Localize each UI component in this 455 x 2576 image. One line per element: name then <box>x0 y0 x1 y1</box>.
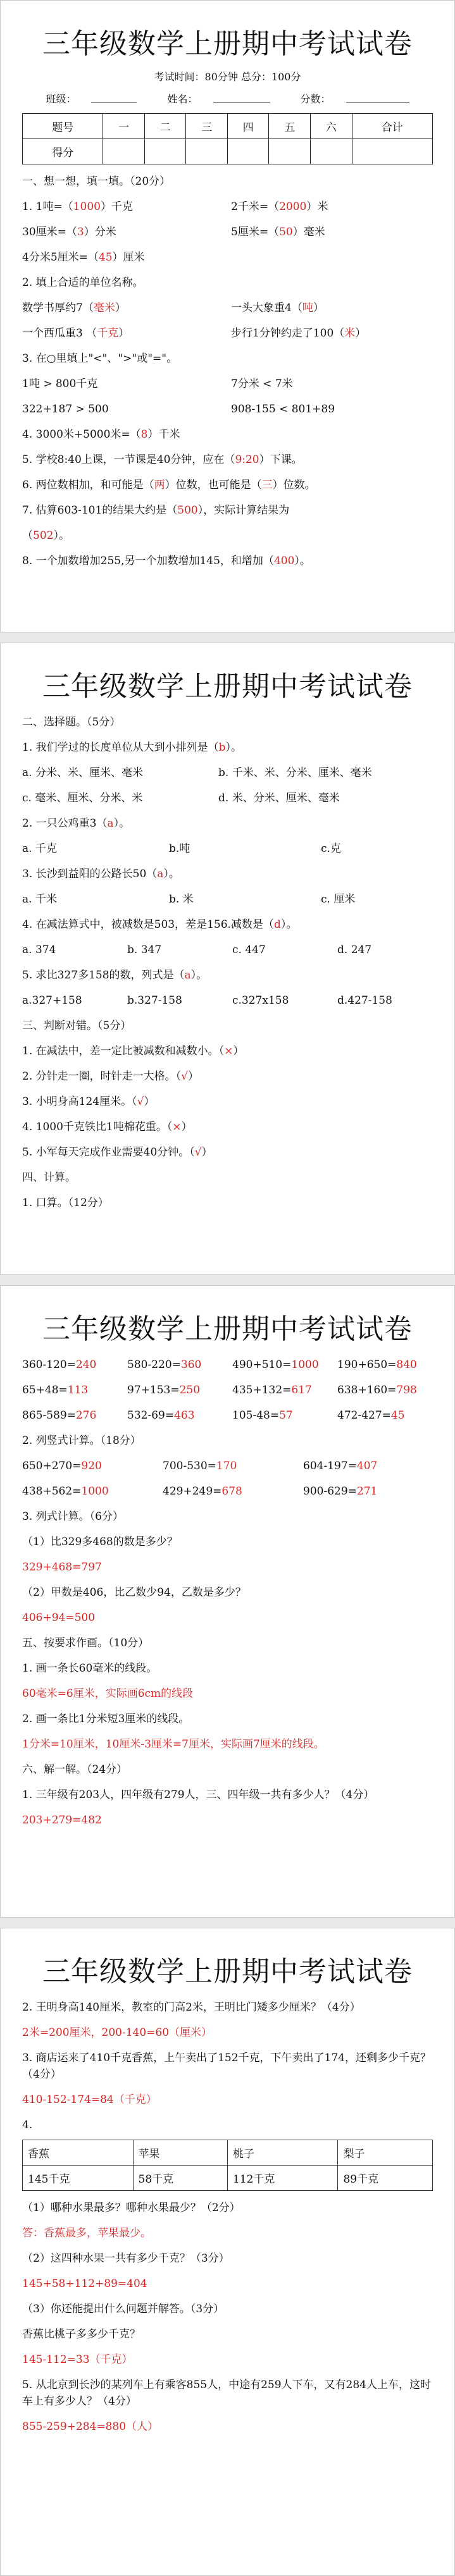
question-text: 3. 列式计算。（6分） <box>22 1510 123 1523</box>
calc-expr: 650+270= <box>22 1460 82 1472</box>
score-cell <box>103 139 145 164</box>
question-text: ）。 <box>190 969 208 982</box>
options-row <box>22 942 433 958</box>
calc-expr: 865-589= <box>22 1409 76 1422</box>
question-text: 1. 画一条长60毫米的线段。 <box>22 1662 158 1675</box>
question-text: ），实际计算结果为 <box>197 504 290 517</box>
calc-item <box>22 1382 127 1398</box>
section-heading: 三、判断对错。（5分） <box>22 1020 132 1032</box>
score-field <box>293 91 417 106</box>
option: b. 千米、米、分米、厘米、毫米 <box>218 767 372 779</box>
calc-expr: 360-120= <box>22 1359 76 1371</box>
question-text: 5. 小军每天完成作业需要40分钟。（ <box>22 1146 195 1159</box>
page-title: 三年级数学上册期中考试试卷 <box>42 1956 413 1988</box>
question-text: ）千克 <box>100 200 133 213</box>
question-text: 3. 商店运来了410千克香蕉，上午卖出了152千克，下午卖出了174，还剩多少千克？（4分） <box>22 2052 431 2081</box>
answer: d <box>273 918 281 931</box>
question-text: ）千米 <box>147 428 180 441</box>
calc-expr: 532-69= <box>127 1409 175 1422</box>
answer: 276 <box>75 1409 97 1422</box>
question-text: ） <box>144 1095 155 1108</box>
answer: a <box>107 817 114 830</box>
answer: 2000 <box>279 200 307 213</box>
answer: 329+468=797 <box>22 1561 102 1574</box>
table-row <box>23 2166 433 2191</box>
table-cell: 桃子 <box>227 2140 338 2166</box>
section-heading: 六、解一解。（24分） <box>22 1763 128 1776</box>
calc-item <box>232 1407 337 1424</box>
answer: 250 <box>179 1384 201 1396</box>
answer: √ <box>194 1146 202 1159</box>
question-text: 3. 长沙到益阳的公路长50（ <box>22 868 158 880</box>
option: a. 千克 <box>22 842 57 855</box>
answer: 45 <box>390 1409 405 1422</box>
question-row <box>22 401 433 417</box>
question-text: 5. 求比327多158的数，列式是（ <box>22 969 185 982</box>
page-title: 三年级数学上册期中考试试卷 <box>42 1313 413 1345</box>
question-text: （3）你还能提出什么问题并解答。（3分） <box>22 2303 225 2315</box>
class-field <box>38 91 144 106</box>
question-item <box>22 502 433 519</box>
score-cell: 得分 <box>23 139 103 164</box>
option: d.427-158 <box>337 994 392 1007</box>
question-row <box>22 300 433 316</box>
calc-expr: 472-427= <box>337 1409 391 1422</box>
table-cell: 89千克 <box>338 2166 433 2191</box>
question-text: 30厘米=（ <box>22 226 77 238</box>
option: c. 毫米、厘米、分米、米 <box>22 792 143 804</box>
question-item <box>231 224 325 240</box>
answer: b <box>218 741 226 754</box>
score-table-score-row <box>23 139 433 164</box>
calc-expr: 105-48= <box>232 1409 280 1422</box>
question-text: 2. 画一条比1分米短3厘米的线段。 <box>22 1713 190 1725</box>
answer: 50 <box>279 226 293 238</box>
answer: 1000 <box>73 200 101 213</box>
question-text: ） <box>187 1070 199 1083</box>
calc-item <box>127 1407 232 1424</box>
question-item <box>22 553 433 569</box>
question-item <box>22 224 231 240</box>
question-text: 4分米5厘米=（ <box>22 251 99 264</box>
answer: 吨 <box>302 302 313 314</box>
option: a. 374 <box>22 944 56 956</box>
question-item <box>22 739 433 756</box>
question-text: ）位数。 <box>272 479 316 491</box>
answer: 271 <box>356 1485 378 1498</box>
score-cell <box>310 139 352 164</box>
question-text: ） <box>355 327 366 340</box>
question-text: 1. 口算。（12分） <box>22 1197 109 1209</box>
score-cell <box>144 139 186 164</box>
calc-expr: 604-197= <box>303 1460 357 1472</box>
question-text: 2. 王明身高140厘米，教室的门高2米，王明比门矮多少厘米？（4分） <box>22 2001 361 2014</box>
question-item <box>22 426 433 443</box>
calc-expr: 900-629= <box>303 1485 357 1498</box>
calc-item <box>163 1458 303 1474</box>
question-text: 1. 在减法中，差一定比被减数和减数小。（ <box>22 1045 225 1057</box>
question-text: ）毫米 <box>292 226 325 238</box>
comparison: 322+187 > 500 <box>22 403 109 416</box>
question-text: ）。 <box>294 555 311 567</box>
table-row <box>23 2140 433 2166</box>
score-cell: 四 <box>227 114 269 139</box>
judge-item <box>22 1068 433 1085</box>
question-item <box>231 325 366 342</box>
question-text: ） <box>181 1121 192 1133</box>
question-text: 2. 列竖式计算。（18分） <box>22 1434 141 1447</box>
answer: 840 <box>396 1359 417 1371</box>
options-row <box>22 992 433 1009</box>
question-text: 步行1分钟约走了100（ <box>231 327 345 340</box>
score-table-header-row <box>23 114 433 139</box>
answer: 145+58+112+89=404 <box>22 2277 147 2290</box>
options-row <box>22 841 433 857</box>
options-row <box>22 891 433 908</box>
question-item <box>22 916 433 933</box>
calc-item <box>22 1483 163 1500</box>
question-text: ）。 <box>280 918 297 931</box>
calc-expr: 65+48= <box>22 1384 68 1396</box>
option: b. 米 <box>169 893 194 906</box>
calc-expr: 580-220= <box>127 1359 181 1371</box>
question-text: （1）比329多468的数是多少？ <box>22 1536 178 1548</box>
score-cell: 题号 <box>23 114 103 139</box>
answer: 2米=200厘米，200-140=60（厘米） <box>22 2026 213 2039</box>
calc-item <box>127 1382 232 1398</box>
question-text: ）米 <box>306 200 328 213</box>
judge-item <box>22 1119 433 1135</box>
calc-item <box>22 1357 127 1373</box>
answer: 855-259+284=880（人） <box>22 2420 159 2433</box>
answer: 798 <box>396 1384 417 1396</box>
answer: × <box>224 1045 234 1057</box>
score-cell <box>352 139 433 164</box>
question-item <box>22 967 433 983</box>
calc-item <box>22 1458 163 1474</box>
options-row <box>22 765 433 781</box>
answer: 463 <box>174 1409 195 1422</box>
question-text: ） <box>313 302 324 314</box>
question-text: 1. 我们学过的长度单位从大到小排列是（ <box>22 741 219 754</box>
calc-item <box>232 1357 337 1373</box>
score-label: 分数： <box>300 93 331 105</box>
answer: 三 <box>261 479 273 491</box>
exam-info: 考试时间：80分钟 总分：100分 <box>154 71 301 83</box>
question-text: 6. 两位数相加，和可能是（ <box>22 479 154 491</box>
question-text: 5. 从北京到长沙的某列车上有乘客855人，中途有259人下车，又有284人上车，这时车上有多少人？（4分） <box>22 2379 431 2408</box>
question-text: ）位数，也可能是（ <box>165 479 262 491</box>
score-cell <box>269 139 311 164</box>
answer: 9:20 <box>235 453 259 466</box>
question-item <box>22 199 231 215</box>
question-row <box>22 224 433 240</box>
page-title: 三年级数学上册期中考试试卷 <box>42 670 413 703</box>
calc-expr: 438+562= <box>22 1485 82 1498</box>
answer: 240 <box>75 1359 97 1371</box>
answer: 170 <box>216 1460 237 1472</box>
question-text: 4. <box>22 2119 33 2131</box>
question-text: 8. 一个加数增加255,另一个加数增加145，和增加（ <box>22 555 274 567</box>
answer: 502 <box>33 529 54 542</box>
option: b.327-158 <box>127 994 182 1007</box>
exam-page-3 <box>0 1285 455 1918</box>
class-label: 班级： <box>46 93 77 105</box>
question-item <box>22 815 433 832</box>
score-cell: 六 <box>310 114 352 139</box>
option: a. 分米、米、厘米、毫米 <box>22 767 143 779</box>
answer: 两 <box>154 479 165 491</box>
option: c. 厘米 <box>321 893 356 906</box>
question-text: 4. 1000千克铁比1吨棉花重。（ <box>22 1121 173 1133</box>
question-item <box>22 452 433 468</box>
score-cell: 合计 <box>352 114 433 139</box>
answer: 500 <box>177 504 198 517</box>
comparison: 7分米 < 7米 <box>231 378 293 390</box>
question-text: （ <box>22 529 33 542</box>
fruit-table <box>22 2140 433 2191</box>
question-text: 2. 填上合适的单位名称。 <box>22 276 144 289</box>
calc-expr: 435+132= <box>232 1384 292 1396</box>
section-heading: 一、想一想，填一填。（20分） <box>22 175 171 188</box>
class-blank <box>91 94 137 102</box>
question-text: 1. 三年级有203人，四年级有279人，三、四年级一共有多少人？（4分） <box>22 1789 375 1801</box>
question-text: ）。 <box>53 529 70 542</box>
question-text: 7. 估算603-101的结果大约是（ <box>22 504 178 517</box>
answer: 113 <box>67 1384 89 1396</box>
score-blank <box>346 94 409 102</box>
section-heading: 四、计算。 <box>22 1171 76 1184</box>
question-text: 2. 一只公鸡重3（ <box>22 817 108 830</box>
judge-item <box>22 1094 433 1110</box>
question-text: （2）这四种水果一共有多少千克？（3分） <box>22 2252 230 2265</box>
exam-page-1 <box>0 0 455 632</box>
question-item <box>22 325 231 342</box>
calc-expr: 429+249= <box>163 1485 222 1498</box>
question-text: ） <box>201 1146 213 1159</box>
score-cell <box>186 139 228 164</box>
table-cell: 苹果 <box>133 2140 227 2166</box>
question-text: 2千米=（ <box>231 200 280 213</box>
table-cell: 香蕉 <box>23 2140 134 2166</box>
question-row <box>22 325 433 342</box>
answer: 678 <box>221 1485 242 1498</box>
name-field <box>159 91 277 106</box>
answer: 920 <box>81 1460 102 1472</box>
question-text: ）下课。 <box>259 453 302 466</box>
answer: 1000 <box>81 1485 109 1498</box>
question-row <box>22 376 433 392</box>
question-text: 1. 1吨=（ <box>22 200 73 213</box>
question-text: 一头大象重4（ <box>231 302 302 314</box>
page-title: 三年级数学上册期中考试试卷 <box>42 28 413 60</box>
question-item <box>22 249 433 266</box>
option: b.吨 <box>169 842 190 855</box>
table-cell: 112千克 <box>227 2166 338 2191</box>
name-blank <box>213 94 270 102</box>
question-row <box>22 199 433 215</box>
exam-page-4 <box>0 1928 455 2576</box>
option: d. 米、分米、厘米、毫米 <box>218 792 340 804</box>
answer: 407 <box>356 1460 378 1472</box>
option: c.327x158 <box>232 994 289 1007</box>
calc-item <box>337 1357 417 1373</box>
table-cell: 58千克 <box>133 2166 227 2191</box>
table-cell: 145千克 <box>23 2166 134 2191</box>
question-text: ） <box>118 327 130 340</box>
question-text: ） <box>233 1045 244 1057</box>
answer: 45 <box>98 251 113 264</box>
option: c.克 <box>321 842 341 855</box>
answer: 57 <box>279 1409 293 1422</box>
question-text: 数学书厚约7（ <box>22 302 94 314</box>
question-item <box>22 527 433 544</box>
calc-item <box>127 1357 232 1373</box>
calc-expr: 97+153= <box>127 1384 180 1396</box>
question-text: （1）哪种水果最多？哪种水果最少？（2分） <box>22 2202 240 2214</box>
answer: 1000 <box>291 1359 319 1371</box>
score-cell: 五 <box>269 114 311 139</box>
student-fields <box>22 91 433 106</box>
option: d. 247 <box>337 944 372 956</box>
answer: a <box>184 969 191 982</box>
section-heading: 二、选择题。（5分） <box>22 716 121 729</box>
question-text: ） <box>115 302 126 314</box>
answer: 145-112=33（千克） <box>22 2353 133 2366</box>
answer: 203+279=482 <box>22 1814 102 1827</box>
answer: 8 <box>140 428 148 441</box>
comparison: 1吨 > 800千克 <box>22 378 98 390</box>
vertical-calc-row <box>22 1483 433 1500</box>
calc-item <box>163 1483 303 1500</box>
judge-item <box>22 1144 433 1161</box>
answer: × <box>172 1121 182 1133</box>
score-cell: 三 <box>186 114 228 139</box>
question-text: 3. 小明身高124厘米。（ <box>22 1095 137 1108</box>
calc-expr: 490+510= <box>232 1359 292 1371</box>
calc-item <box>303 1458 377 1474</box>
question-item <box>231 300 324 316</box>
option: b. 347 <box>127 944 162 956</box>
question-text: ）。 <box>225 741 242 754</box>
score-cell <box>227 139 269 164</box>
oral-calc-row <box>22 1357 433 1373</box>
question-text: 2. 分针走一圈，时针走一大格。（ <box>22 1070 182 1083</box>
question-text: 5厘米=（ <box>231 226 280 238</box>
answer: √ <box>137 1095 144 1108</box>
question-text: 5. 学校8:40上课，一节课是40分钟，应在（ <box>22 453 235 466</box>
question-text: ）。 <box>163 868 180 880</box>
oral-calc-row <box>22 1407 433 1424</box>
answer: 617 <box>291 1384 312 1396</box>
answer: a <box>157 868 164 880</box>
answer: 400 <box>273 555 295 567</box>
calc-item <box>232 1382 337 1398</box>
answer: 406+94=500 <box>22 1612 96 1624</box>
calc-expr: 190+650= <box>337 1359 397 1371</box>
question-item <box>22 300 231 316</box>
calc-item <box>337 1382 417 1398</box>
name-label: 姓名： <box>167 93 198 105</box>
answer: 360 <box>180 1359 202 1371</box>
question-text: 4. 在减法算式中，被减数是503，差是156.减数是（ <box>22 918 274 931</box>
table-cell: 梨子 <box>338 2140 433 2166</box>
comparison: 908-155 < 801+89 <box>231 403 335 416</box>
question-text: ）。 <box>113 817 130 830</box>
question-text: ）厘米 <box>112 251 145 264</box>
calc-expr: 638+160= <box>337 1384 397 1396</box>
answer: 米 <box>344 327 356 340</box>
answer: 答：香蕉最多，苹果最少。 <box>22 2227 151 2240</box>
options-row <box>22 790 433 806</box>
question-item <box>22 477 433 493</box>
score-cell: 二 <box>144 114 186 139</box>
calc-expr: 700-530= <box>163 1460 216 1472</box>
calc-item <box>337 1407 405 1424</box>
option: a. 千米 <box>22 893 57 906</box>
answer: 3 <box>77 226 84 238</box>
answer: 1分米=10厘米，10厘米-3厘米=7厘米，实际画7厘米的线段。 <box>22 1738 325 1751</box>
calc-item <box>303 1483 377 1500</box>
question-text: 一个西瓜重3 （ <box>22 327 97 340</box>
question-text: ）分米 <box>84 226 116 238</box>
question-text: （2）甲数是406，比乙数少94，乙数是多少？ <box>22 1586 246 1599</box>
option: c. 447 <box>232 944 266 956</box>
question-text: 4. 3000米+5000米=（ <box>22 428 141 441</box>
question-text: 3. 在○里填上"<"、">"或"="。 <box>22 352 178 365</box>
vertical-calc-row <box>22 1458 433 1474</box>
answer: 毫米 <box>93 302 115 314</box>
answer: 60毫米=6厘米，实际画6cm的线段 <box>22 1687 194 1700</box>
answer: 410-152-174=84（千克） <box>22 2093 157 2106</box>
score-table <box>22 113 433 164</box>
score-cell: 一 <box>103 114 145 139</box>
question-item <box>231 199 328 215</box>
question-text: 香蕉比桃子多多少千克？ <box>22 2328 140 2341</box>
section-heading: 五、按要求作画。（10分） <box>22 1637 149 1649</box>
exam-page-2 <box>0 643 455 1275</box>
option: a.327+158 <box>22 994 82 1007</box>
oral-calc-row <box>22 1382 433 1398</box>
judge-item <box>22 1043 433 1059</box>
answer: √ <box>181 1070 188 1083</box>
calc-item <box>22 1407 127 1424</box>
question-item <box>22 866 433 882</box>
answer: 千克 <box>97 327 119 340</box>
